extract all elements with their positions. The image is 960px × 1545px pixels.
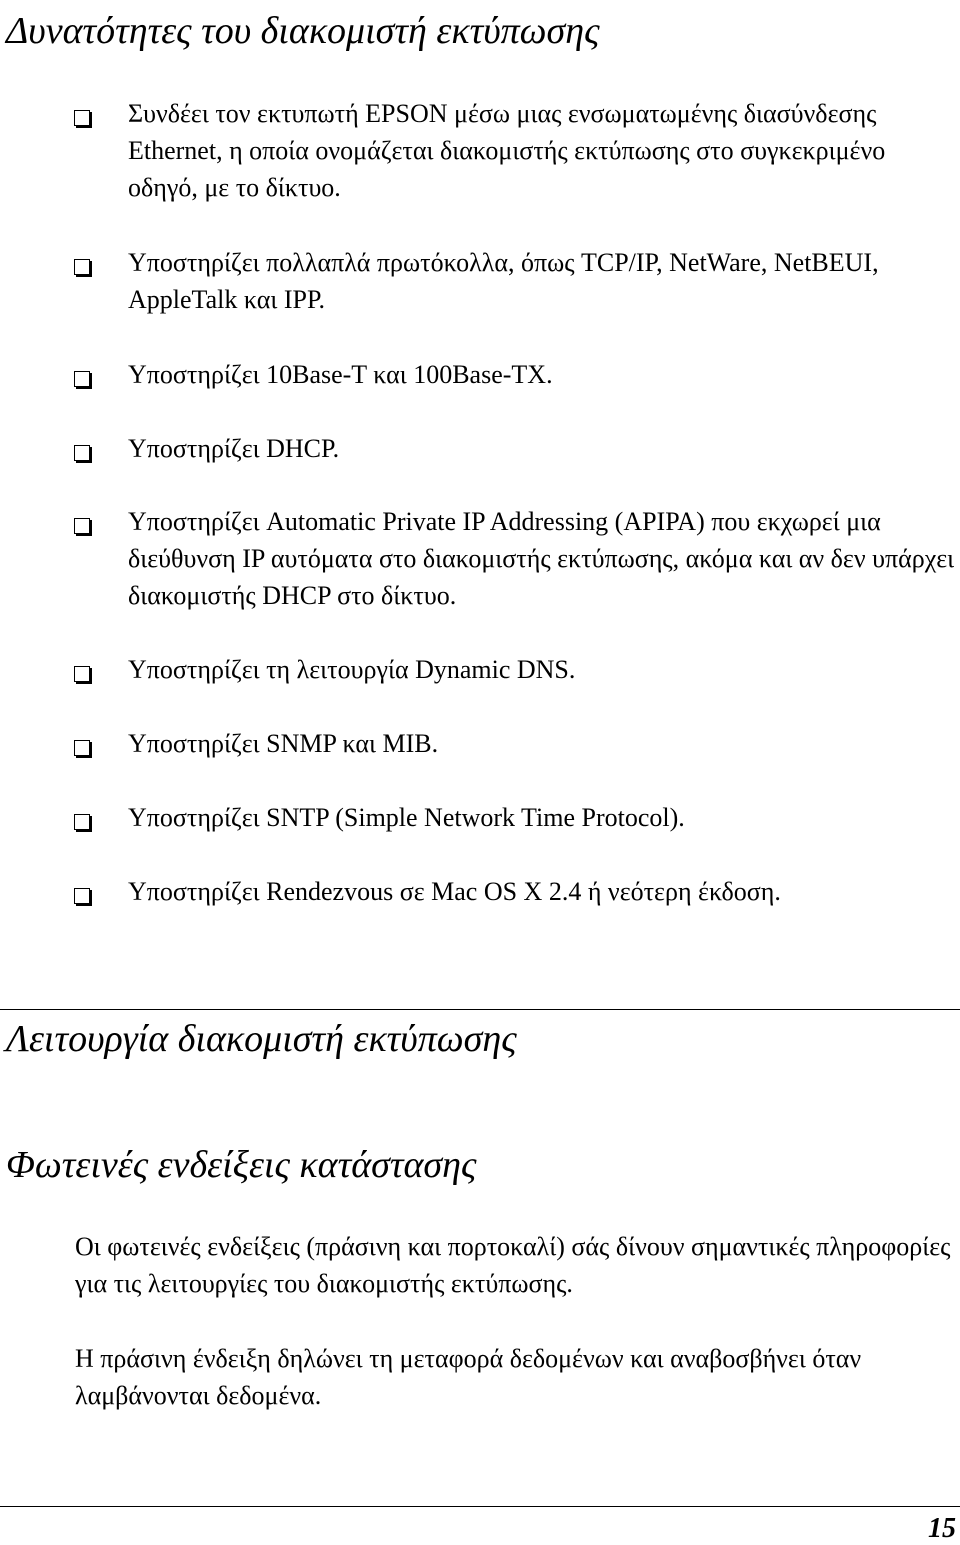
checkbox-icon	[74, 888, 90, 904]
list-item-text: Υποστηρίζει SNMP και MIB.	[128, 729, 439, 758]
checkbox-icon	[74, 814, 90, 830]
subsection-heading-status-lights: Φωτεινές ενδείξεις κατάστασης	[6, 1144, 477, 1186]
checkbox-icon	[74, 110, 90, 126]
list-item-text: Υποστηρίζει τη λειτουργία Dynamic DNS.	[128, 655, 576, 684]
section-heading-features: Δυνατότητες του διακομιστή εκτύπωσης	[6, 10, 600, 52]
list-item-text: Υποστηρίζει Rendezvous σε Mac OS X 2.4 ή νεότερη έκδοση.	[128, 877, 781, 906]
footer-divider	[0, 1506, 960, 1507]
list-item-text: Υποστηρίζει πολλαπλά πρωτόκολλα, όπως TCP/IP, NetWare, NetBEUI, AppleTalk και IPP.	[128, 248, 879, 314]
checkbox-icon	[74, 518, 90, 534]
checkbox-icon	[74, 740, 90, 756]
checkbox-icon	[74, 445, 90, 461]
page-number: 15	[928, 1513, 956, 1544]
section-heading-operation: Λειτουργία διακομιστή εκτύπωσης	[6, 1018, 517, 1060]
list-item-text: Συνδέει τον εκτυπωτή EPSON μέσω μιας ενσωματωμένης διασύνδεσης Ethernet, η οποία ονομάζεται διακομιστής εκτύπωσης στο συγκεκριμένο οδηγό, με το δίκτυο.	[128, 99, 886, 202]
checkbox-icon	[74, 666, 90, 682]
list-item-text: Υποστηρίζει DHCP.	[128, 434, 340, 463]
paragraph: Η πράσινη ένδειξη δηλώνει τη μεταφορά δεδομένων και αναβοσβήνει όταν λαμβάνονται δεδομένα.	[75, 1344, 862, 1410]
section-divider	[0, 1009, 960, 1010]
checkbox-icon	[74, 259, 90, 275]
list-item-text: Υποστηρίζει 10Base-T και 100Base-TX.	[128, 360, 553, 389]
list-item-text: Υποστηρίζει Automatic Private IP Addressing (APIPA) που εκχωρεί μια διεύθυνση IP αυτόματα στο διακομιστής εκτύπωσης, ακόμα και αν δεν υπάρχει διακομιστής DHCP στο δίκτυο.	[128, 507, 955, 610]
list-item-text: Υποστηρίζει SNTP (Simple Network Time Protocol).	[128, 803, 685, 832]
paragraph: Οι φωτεινές ενδείξεις (πράσινη και πορτοκαλί) σάς δίνουν σημαντικές πληροφορίες για τις λειτουργίες του διακομιστής εκτύπωσης.	[75, 1232, 951, 1298]
checkbox-icon	[74, 371, 90, 387]
